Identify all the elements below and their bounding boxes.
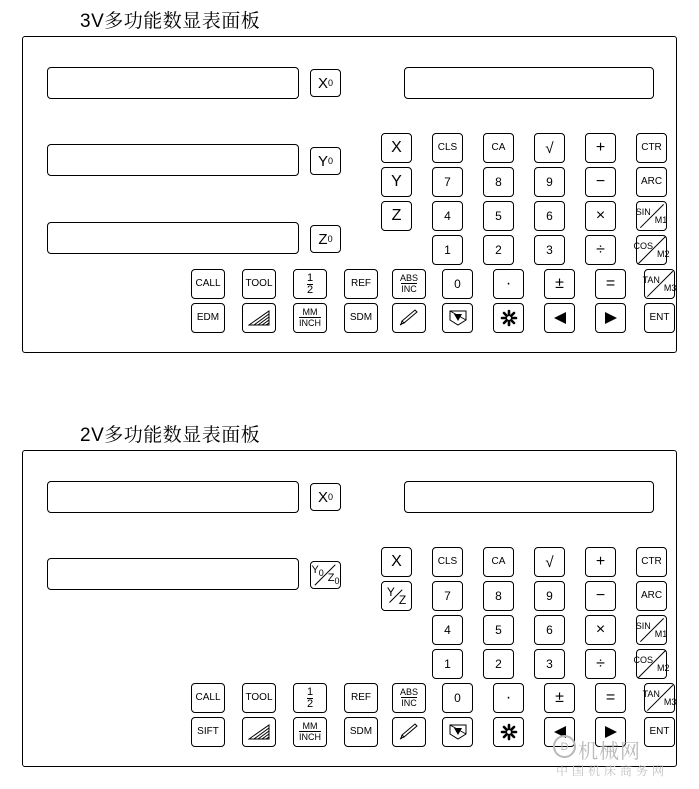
key-4[interactable]: 4 bbox=[432, 201, 463, 231]
panel-2v bbox=[22, 450, 677, 767]
key-ent[interactable]: ENT bbox=[644, 303, 675, 333]
axis-label-y0-text: Y bbox=[317, 152, 328, 170]
key-hatch[interactable] bbox=[242, 303, 276, 333]
key-ctr-2v[interactable]: CTR bbox=[636, 547, 667, 577]
key-1-2v[interactable]: 1 bbox=[432, 649, 463, 679]
key-sin-label: SIN bbox=[635, 206, 651, 217]
key-times-2v[interactable]: × bbox=[585, 615, 616, 645]
key-tan-label: TAN bbox=[642, 274, 660, 285]
key-2[interactable]: 2 bbox=[483, 235, 514, 265]
key-sin-m1-2v-glyph bbox=[635, 620, 668, 639]
panel-3v bbox=[22, 36, 677, 353]
key-call[interactable]: CALL bbox=[191, 269, 225, 299]
key-9-2v[interactable]: 9 bbox=[534, 581, 565, 611]
key-cos-m2[interactable] bbox=[633, 235, 670, 265]
panel-title-2v: 2V多功能数显表面板 bbox=[80, 425, 261, 446]
key-m3-label: M3 bbox=[663, 282, 677, 293]
key-sin-label-2v: SIN bbox=[635, 620, 651, 631]
key-asterisk[interactable] bbox=[493, 303, 524, 333]
key-axis-x[interactable]: X bbox=[381, 133, 412, 163]
axis-label-y0: $Y_0$ bbox=[311, 563, 324, 579]
key-tool-2v[interactable]: TOOL bbox=[242, 683, 276, 713]
panel-title-3v: 3V多功能数显表面板 bbox=[80, 11, 261, 32]
key-edm[interactable]: EDM bbox=[191, 303, 225, 333]
pencil-icon bbox=[398, 309, 420, 327]
key-cls[interactable]: CLS bbox=[432, 133, 463, 163]
key-bolt-hole[interactable] bbox=[442, 303, 473, 333]
left-arrow-icon-2v bbox=[552, 725, 568, 739]
key-5[interactable]: 5 bbox=[483, 201, 514, 231]
hatch-icon-2v bbox=[248, 724, 270, 741]
bolt-hole-icon bbox=[448, 309, 468, 327]
asterisk-icon bbox=[499, 308, 519, 328]
key-cos-m2-2v-glyph bbox=[633, 654, 670, 673]
key-arc-2v[interactable]: ARC bbox=[636, 581, 667, 611]
key-axis-x-2v[interactable]: X bbox=[381, 547, 412, 577]
key-8[interactable]: 8 bbox=[483, 167, 514, 197]
axis-label-y0-sub: 0 bbox=[328, 156, 334, 166]
key-tan-m3[interactable] bbox=[644, 269, 675, 299]
key-m2-label-2v: M2 bbox=[657, 662, 670, 673]
key-plus-2v[interactable]: + bbox=[585, 547, 616, 577]
key-0[interactable]: 0 bbox=[442, 269, 473, 299]
key-ca[interactable]: CA bbox=[483, 133, 514, 163]
axis-label-z0-sub: 0 bbox=[327, 234, 333, 244]
key-half-numerator: 1 bbox=[306, 271, 314, 284]
key-ctr[interactable]: CTR bbox=[636, 133, 667, 163]
key-sin-m1-2v[interactable] bbox=[636, 615, 667, 645]
key-half-glyph bbox=[306, 273, 314, 296]
key-divide-2v[interactable]: ÷ bbox=[585, 649, 616, 679]
key-tan-label-2v: TAN bbox=[642, 688, 660, 699]
watermark-text: 机械网 bbox=[578, 741, 641, 763]
hatch-icon bbox=[248, 310, 270, 327]
axis-label-y0z0-glyph bbox=[311, 563, 340, 587]
key-times[interactable]: × bbox=[585, 201, 616, 231]
axis-label-z0-text: Z bbox=[318, 230, 328, 248]
display-y bbox=[47, 144, 299, 176]
key-ent-2v[interactable]: ENT bbox=[644, 717, 675, 747]
key-mm-inch-2v-glyph bbox=[299, 722, 321, 743]
key-m2-label: M2 bbox=[657, 248, 670, 259]
watermark-subtext: 中国机床商务网 bbox=[556, 764, 669, 778]
right-arrow-icon bbox=[603, 311, 619, 325]
axis-label-x0-text: X bbox=[317, 74, 328, 92]
key-7-2v[interactable]: 7 bbox=[432, 581, 463, 611]
key-axis-z-label: Z bbox=[398, 593, 407, 607]
display-z bbox=[47, 222, 299, 254]
key-abs-label-2v: ABS bbox=[399, 686, 418, 697]
key-dot-2v[interactable]: · bbox=[493, 683, 524, 713]
key-equals[interactable]: = bbox=[595, 269, 626, 299]
watermark-mark: D bbox=[553, 735, 576, 758]
key-axis-y[interactable]: Y bbox=[381, 167, 412, 197]
key-axis-y-label: Y bbox=[386, 585, 395, 599]
key-plus[interactable]: + bbox=[585, 133, 616, 163]
key-8-2v[interactable]: 8 bbox=[483, 581, 514, 611]
key-tan-m3-glyph bbox=[642, 274, 677, 293]
key-asterisk-2v[interactable] bbox=[493, 717, 524, 747]
key-bolt-hole-2v[interactable] bbox=[442, 717, 473, 747]
key-sift-2v[interactable]: SIFT bbox=[191, 717, 225, 747]
key-sin-m1[interactable] bbox=[636, 201, 667, 231]
key-axis-z[interactable]: Z bbox=[381, 201, 412, 231]
key-half-numerator-2v: 1 bbox=[306, 685, 314, 698]
key-2-2v[interactable]: 2 bbox=[483, 649, 514, 679]
key-sdm-2v[interactable]: SDM bbox=[344, 717, 378, 747]
pencil-icon-2v bbox=[398, 723, 420, 741]
key-ca-2v[interactable]: CA bbox=[483, 547, 514, 577]
key-m3-label-2v: M3 bbox=[663, 696, 677, 707]
key-mm-label-2v: MM bbox=[302, 720, 318, 731]
key-3-2v[interactable]: 3 bbox=[534, 649, 565, 679]
key-left-arrow-2v[interactable] bbox=[544, 717, 575, 747]
key-sqrt[interactable]: √ bbox=[534, 133, 565, 163]
key-sdm[interactable]: SDM bbox=[344, 303, 378, 333]
key-m1-label-2v: M1 bbox=[654, 628, 668, 639]
key-plusminus-2v[interactable]: ± bbox=[544, 683, 575, 713]
display-status-2v bbox=[404, 481, 654, 513]
key-half-denominator: 2 bbox=[306, 283, 314, 296]
axis-label-z0: $Z_0$ bbox=[327, 571, 340, 587]
key-cls-2v[interactable]: CLS bbox=[432, 547, 463, 577]
key-half-2v-glyph bbox=[306, 687, 314, 710]
key-inc-label: INC bbox=[401, 284, 417, 294]
key-cos-m2-glyph bbox=[633, 240, 670, 259]
left-arrow-icon bbox=[552, 311, 568, 325]
key-ref-2v[interactable]: REF bbox=[344, 683, 378, 713]
key-5-2v[interactable]: 5 bbox=[483, 615, 514, 645]
asterisk-icon-2v bbox=[499, 722, 519, 742]
key-0-2v[interactable]: 0 bbox=[442, 683, 473, 713]
key-minus-2v[interactable]: − bbox=[585, 581, 616, 611]
key-half-denominator-2v: 2 bbox=[306, 697, 314, 710]
key-abs-inc-2v-glyph bbox=[400, 688, 418, 709]
key-tool[interactable]: TOOL bbox=[242, 269, 276, 299]
key-6[interactable]: 6 bbox=[534, 201, 565, 231]
key-sin-m1-glyph bbox=[635, 206, 668, 225]
display-status bbox=[404, 67, 654, 99]
key-half[interactable] bbox=[293, 269, 327, 299]
key-axis-yz-glyph bbox=[386, 585, 407, 607]
key-inch-label-2v: INCH bbox=[299, 732, 321, 742]
axis-label-y0z0-2v bbox=[310, 561, 341, 589]
key-cos-m2-2v[interactable] bbox=[633, 649, 670, 679]
key-tan-m3-2v-glyph bbox=[642, 688, 677, 707]
key-divide[interactable]: ÷ bbox=[585, 235, 616, 265]
key-4-2v[interactable]: 4 bbox=[432, 615, 463, 645]
key-3[interactable]: 3 bbox=[534, 235, 565, 265]
axis-label-x0-2v bbox=[310, 483, 341, 511]
key-half-2v[interactable] bbox=[293, 683, 327, 713]
axis-label-y0 bbox=[310, 147, 341, 175]
key-abs-label: ABS bbox=[399, 272, 418, 283]
key-abs-inc-2v[interactable] bbox=[392, 683, 426, 713]
key-hatch-2v[interactable] bbox=[242, 717, 276, 747]
key-abs-inc[interactable] bbox=[392, 269, 426, 299]
key-arc[interactable]: ARC bbox=[636, 167, 667, 197]
axis-label-x0-sub: 0 bbox=[328, 78, 334, 88]
key-equals-2v[interactable]: = bbox=[595, 683, 626, 713]
key-inch-label: INCH bbox=[299, 318, 321, 328]
key-mm-inch-2v[interactable] bbox=[293, 717, 327, 747]
key-mm-inch-glyph bbox=[299, 308, 321, 329]
bolt-hole-icon-2v bbox=[448, 723, 468, 741]
display-x-2v bbox=[47, 481, 299, 513]
key-1[interactable]: 1 bbox=[432, 235, 463, 265]
right-arrow-icon-2v bbox=[603, 725, 619, 739]
key-cos-label-2v: COS bbox=[633, 654, 653, 665]
key-sqrt-2v[interactable]: √ bbox=[534, 547, 565, 577]
key-ref[interactable]: REF bbox=[344, 269, 378, 299]
key-m1-label: M1 bbox=[654, 214, 668, 225]
key-mm-label: MM bbox=[302, 306, 318, 317]
display-x bbox=[47, 67, 299, 99]
key-axis-yz-2v[interactable] bbox=[381, 581, 412, 611]
key-left-arrow[interactable] bbox=[544, 303, 575, 333]
key-call-2v[interactable]: CALL bbox=[191, 683, 225, 713]
key-mm-inch[interactable] bbox=[293, 303, 327, 333]
key-7[interactable]: 7 bbox=[432, 167, 463, 197]
key-9[interactable]: 9 bbox=[534, 167, 565, 197]
key-cos-label: COS bbox=[633, 240, 653, 251]
axis-label-x0 bbox=[310, 69, 341, 97]
key-pencil-2v[interactable] bbox=[392, 717, 426, 747]
key-plusminus[interactable]: ± bbox=[544, 269, 575, 299]
key-pencil[interactable] bbox=[392, 303, 426, 333]
key-dot[interactable]: · bbox=[493, 269, 524, 299]
key-abs-inc-glyph bbox=[400, 274, 418, 295]
key-6-2v[interactable]: 6 bbox=[534, 615, 565, 645]
display-yz-2v bbox=[47, 558, 299, 590]
key-right-arrow-2v[interactable] bbox=[595, 717, 626, 747]
key-inc-label-2v: INC bbox=[401, 698, 417, 708]
key-right-arrow[interactable] bbox=[595, 303, 626, 333]
key-minus[interactable]: − bbox=[585, 167, 616, 197]
key-tan-m3-2v[interactable] bbox=[644, 683, 675, 713]
axis-label-x0-2v-text: X bbox=[317, 488, 328, 506]
axis-label-z0 bbox=[310, 225, 341, 253]
axis-label-x0-2v-sub: 0 bbox=[328, 492, 334, 502]
